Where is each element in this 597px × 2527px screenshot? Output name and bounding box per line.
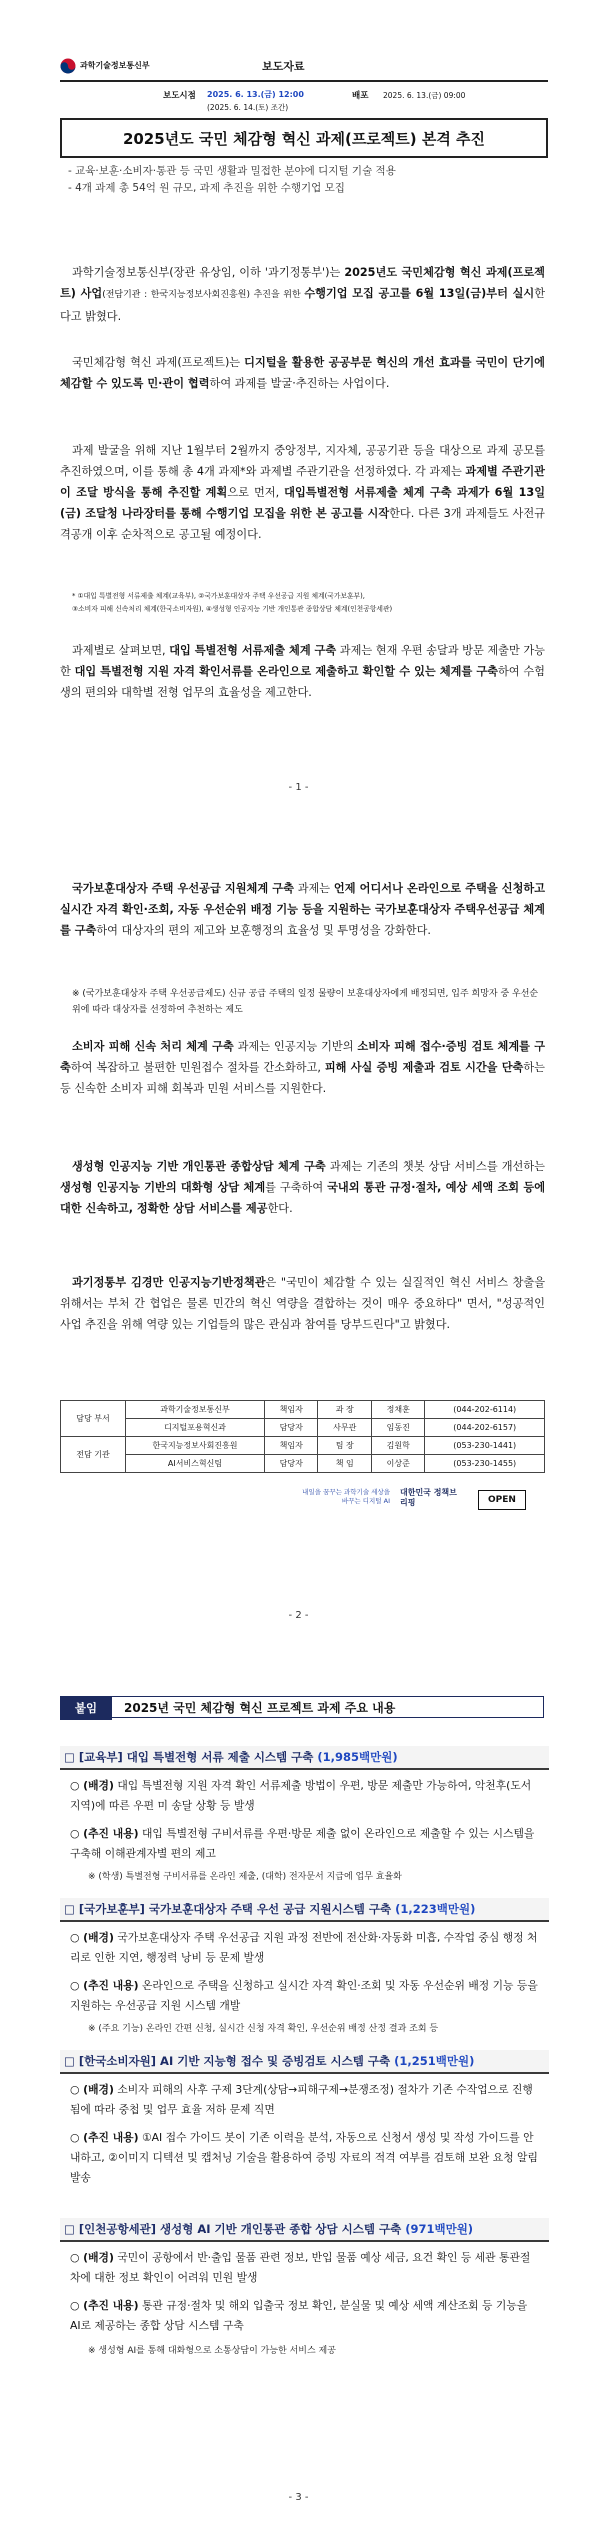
paragraph: 생성형 인공지능 기반 개인통관 종합상담 체계 구축 과제는 기존의 챗봇 상담 서비스를 개선하는 생성형 인공지능 기반의 대화형 상담 체계를 구축하여 국내외 통관 규정·절차, 예상 세액 조회 등에 대한 신속하고, 정확한 상담 서비스를 제공한다.: [60, 1160, 545, 1215]
plan-item: ○ (추진 내용) 통관 규정·절차 및 해외 입출국 정보 확인, 분실물 및 예상 세액 계산조회 등 기능을 AI로 제공하는 종합 상담 시스템 구축: [70, 2299, 528, 2332]
embargo-label: 보도시점: [163, 91, 196, 101]
page-number: - 1 -: [288, 782, 309, 793]
subtitle-item: - 4개 과제 총 54억 원 규모, 과제 추진을 위한 수행기업 모집: [68, 182, 345, 194]
subtitle-item: - 교육·보훈·소비자·통관 등 국민 생활과 밀접한 분야에 디지털 기술 적용: [68, 165, 396, 177]
page-number: - 2 -: [288, 1610, 309, 1621]
attachment-tag: 붙임: [60, 1696, 112, 1720]
agency-team: AI서비스혁신팀: [126, 1455, 265, 1473]
paragraph: 국민체감형 혁신 과제(프로젝트)는 디지털을 활용한 공공부문 혁신의 개선 효과를 국민이 단기에 체감할 수 있도록 민·관이 협력하여 과제를 발굴·추진하는 사업이다.: [60, 356, 545, 390]
plan-item: ○ (추진 내용) 온라인으로 주택을 신청하고 실시간 자격 확인·조회 및 자동 우선순위 배정 기능 등을 지원하는 우선공급 지원 시스템 개발: [70, 1979, 538, 2012]
dept-org: 과학기술정보통신부: [126, 1401, 265, 1419]
attachment-heading: 2025년 국민 체감형 혁신 프로젝트 과제 주요 내용: [112, 1696, 544, 1718]
section-heading: □ [인천공항세관] 생성형 AI 기반 개인통관 종합 상담 시스템 구축 (971백만원): [60, 2218, 549, 2242]
doc-type-label: 보도자료: [262, 60, 305, 73]
page-3: [0, 1650, 597, 2527]
policy-briefing-logo: 대한민국 정책브리핑: [400, 1488, 457, 1507]
section-heading: □ [국가보훈부] 국가보훈대상자 주택 우선 공급 지원시스템 구축 (1,223백만원): [60, 1898, 549, 1922]
background-item: ○ (배경) 국가보훈대상자 주택 우선공급 지원 과정 전반에 전산화·자동화 미흡, 수작업 중심 행정 처리로 인한 지연, 행정력 낭비 등 문제 발생: [70, 1931, 538, 1964]
title-box: [60, 118, 548, 158]
page-number: - 3 -: [288, 2492, 309, 2503]
background-item: ○ (배경) 대입 특별전형 지원 자격 확인 서류제출 방법이 우편, 방문 제출만 가능하여, 악천후(도서지역)에 따른 우편 미 송달 상황 등 발생: [70, 1779, 532, 1812]
section-note: ※ (학생) 특별전형 구비서류를 온라인 제출, (대학) 전자문서 지급에 업무 효율화: [88, 1872, 402, 1882]
paragraph: 과제별로 살펴보면, 대입 특별전형 서류제출 체계 구축 과제는 현재 우편 송달과 방문 제출만 가능한 대입 특별전형 지원 자격 확인서류를 온라인으로 제출하고 확인할 수 있는 체계를 구축하여 수험생의 편의와 대학별 전형 업무의 효율성을 제고한다.: [60, 644, 545, 699]
plan-item: ○ (추진 내용) 대입 특별전형 구비서류를 우편·방문 제출 없이 온라인으로 제출할 수 있는 시스템을 구축해 이해관계자별 편의 제고: [70, 1827, 535, 1860]
footnote: * ①대입 특별전형 서류제출 체계(교육부), ②국가보훈대상자 주택 우선공급 지원 체계(국가보훈부), ③소비자 피해 신속처리 체계(한국소비자원), ④생성형 인공지능 기반 개인통관 종합상담 체계(인천공항세관): [72, 592, 393, 613]
page-2: [0, 820, 597, 1650]
open-license-logo: OPEN: [478, 1490, 526, 1510]
embargo-sub: (2025. 6. 14.(토) 조간): [207, 103, 289, 112]
paragraph: 과기정통부 김경만 인공지능기반정책관은 "국민이 체감할 수 있는 실질적인 혁신 서비스 창출을 위해서는 부처 간 협업은 물론 민간의 혁신 역량을 결합하는 것이 매우 중요하다" 면서, "성공적인 사업 추진을 위해 역량 있는 기업들의 많은 관심과 참여를 당부드린다"고 밝혔다.: [60, 1276, 545, 1331]
page-title: 2025년도 국민 체감형 혁신 과제(프로젝트) 본격 추진: [122, 129, 486, 148]
section-heading: □ [한국소비자원] AI 기반 지능형 접수 및 증빙검토 시스템 구축 (1,251백만원): [60, 2050, 549, 2074]
dist-label: 배포: [352, 91, 369, 101]
paragraph: 과학기술정보통신부(장관 유상임, 이하 '과기정통부')는 2025년도 국민체감형 혁신 과제(프로젝트) 사업(전담기관 : 한국지능정보사회진흥원) 추진을 위한 수행기업 모집 공고를 6월 13일(금)부터 실시한다고 밝혔다.: [60, 266, 546, 323]
background-item: ○ (배경) 국민이 공항에서 반·출입 물품 관련 정보, 반입 물품 예상 세금, 요건 확인 등 세관 통관절차에 대한 정보 확인이 어려워 민원 발생: [70, 2251, 531, 2284]
agency-label: 전담 기관: [61, 1437, 126, 1473]
section-heading: □ [교육부] 대입 특별전형 서류 제출 시스템 구축 (1,985백만원): [60, 1746, 549, 1770]
background-item: ○ (배경) 소비자 피해의 사후 구제 3단계(상담→피해구제→분쟁조정) 절차가 기존 수작업으로 진행됨에 따라 중첩 및 업무 효율 저하 문제 직면: [70, 2083, 533, 2116]
note: ※ (국가보훈대상자 주택 우선공급제도) 신규 공급 주택의 일정 물량이 보훈대상자에게 배정되면, 입주 희망자 중 우선순위에 따라 대상자를 선정하여 추천하는 제도: [72, 989, 539, 1015]
dept-label: 담당 부서: [61, 1401, 126, 1437]
plan-item: ○ (추진 내용) ①AI 접수 가이드 봇이 기존 이력을 분석, 자동으로 신청서 생성 및 작성 가이드를 안내하고, ②이미지 디텍션 및 캡처닝 기술을 활용하여 증빙 자료의 적격 여부를 검토해 보완 요청 알림 발송: [70, 2131, 538, 2184]
header-divider: [60, 80, 548, 82]
embargo-date: 2025. 6. 13.(금) 12:00: [207, 90, 304, 99]
section-note: ※ 생성형 AI를 통해 대화형으로 소통상담이 가능한 서비스 제공: [88, 2346, 336, 2356]
paragraph: 소비자 피해 신속 처리 체계 구축 과제는 인공지능 기반의 소비자 피해 접수·증빙 검토 체계를 구축하여 복잡하고 불편한 민원접수 절차를 간소화하고, 피해 사실 증빙 제출과 검토 시간을 단축하는 등 신속한 소비자 피해 회복과 민원 서비스를 지원한다.: [60, 1040, 546, 1095]
page-1: [0, 0, 597, 820]
section-note: ※ (주요 기능) 온라인 간편 신청, 실시간 신청 자격 확인, 우선순위 배정 산정 결과 조회 등: [88, 2024, 439, 2034]
contact-table: 담당 부서 과학기술정보통신부 책임자 과 장 정채훈 (044-202-6114) 디지털포용혁신과 담당자 사무관 임동진 (044-202-6157) 전담 기관 한국지능정보사회진흥원 책임자 팀 장 김원학 (053-230-1441) AI서비스혁신팀 담당자 책 임 이상준 (053-230-1455): [60, 1400, 545, 1473]
agency-org: 한국지능정보사회진흥원: [126, 1437, 265, 1455]
paragraph: 국가보훈대상자 주택 우선공급 지원체계 구축 과제는 언제 어디서나 온라인으로 주택을 신청하고 실시간 자격 확인·조회, 자동 우선순위 배정 기능 등을 지원하는 국가보훈대상자 주택우선공급 체계를 구축하여 대상자의 편의 제고와 보훈행정의 효율성 및 투명성을 강화한다.: [60, 882, 545, 937]
subtitle-list: [68, 163, 396, 197]
government-emblem-icon: [60, 58, 76, 74]
paragraph: 과제 발굴을 위해 지난 1월부터 2월까지 중앙정부, 지자체, 공공기관 등을 대상으로 과제 공모를 추진하였으며, 이를 통해 총 4개 과제*와 과제별 주관기관을 선정하였다. 각 과제는 과제별 주관기관이 조달 방식을 통해 추진할 계획으로 먼저, 대입특별전형 서류제출 체계 구축 과제가 6월 13일(금) 조달청 나라장터를 통해 수행기업 모집을 위한 본 공고를 시작한다. 다른 3개 과제들도 사전규격공개 이후 순차적으로 공고될 예정이다.: [60, 444, 546, 541]
dist-date: 2025. 6. 13.(금) 09:00: [383, 91, 466, 100]
dept-team: 디지털포용혁신과: [126, 1419, 265, 1437]
slogan-logo: 내일을 꿈꾸는 과학기술 세상을 바꾸는 디지털 AI: [302, 1488, 390, 1505]
ministry-name: 과학기술정보통신부: [80, 61, 150, 70]
